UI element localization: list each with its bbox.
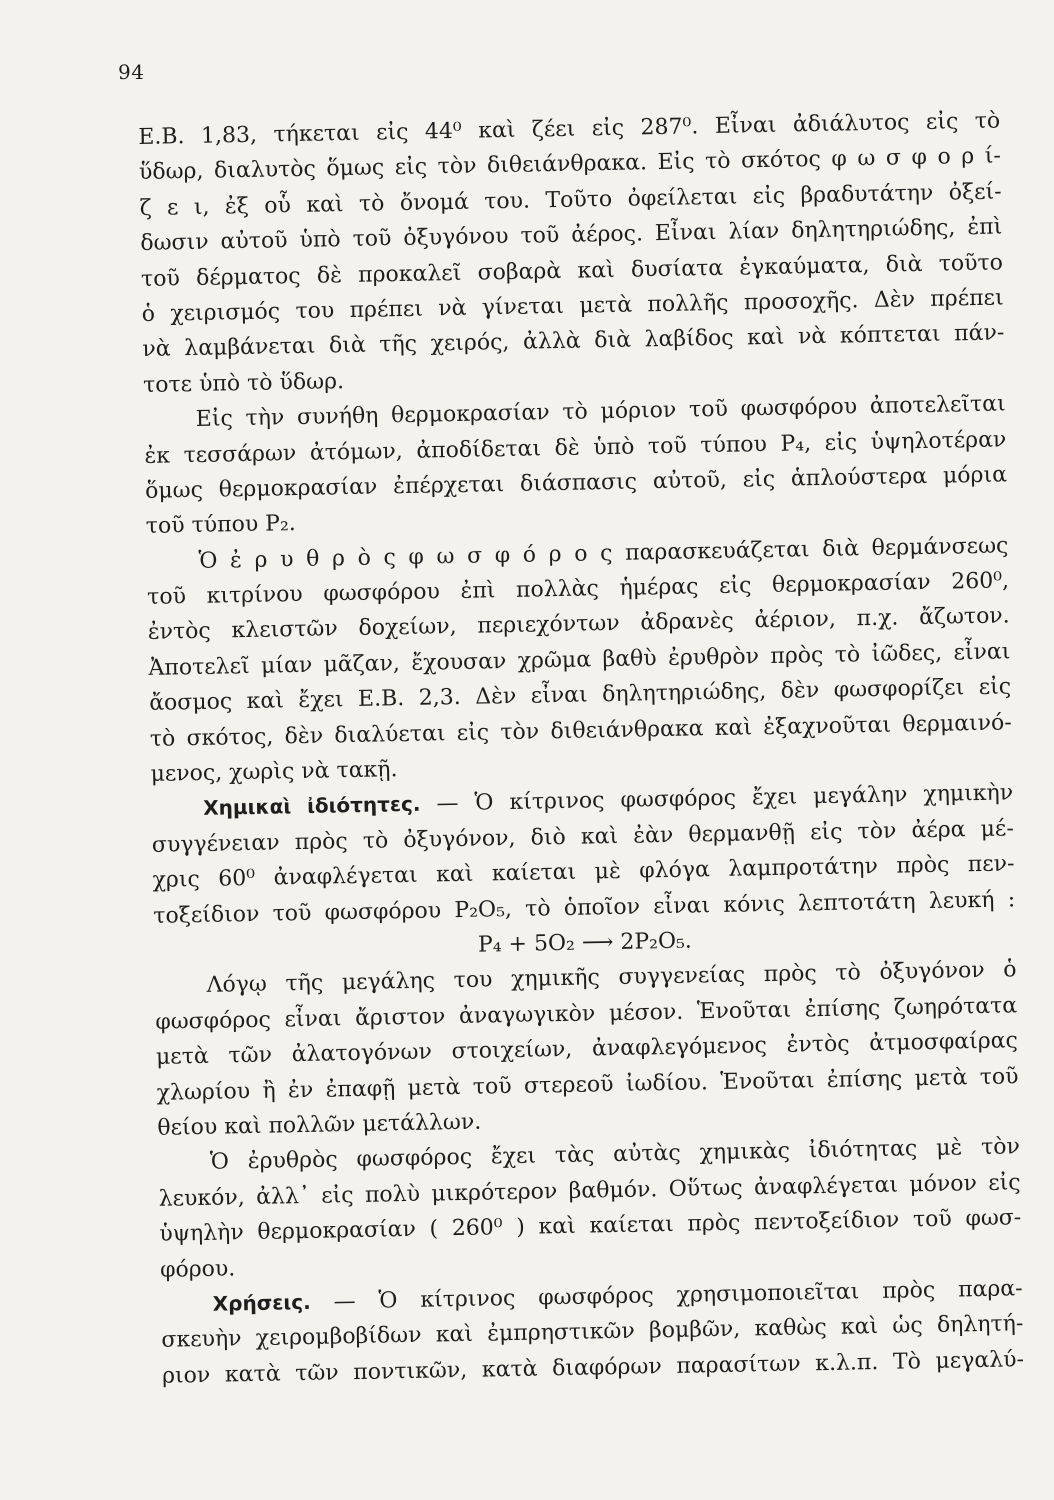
line-text: ὅμως θερμοκρασίαν ἐπέρχεται διάσπασις αὐτοῦ, εἰς ἁπλούστερα μόρια [144, 462, 1008, 504]
body-text [138, 103, 1024, 1393]
line-text: ὕδωρ, διαλυτὸς ὅμως εἰς τὸν διθειάνθρακα. Εἰς τὸ σκότος φ ω σ φ ο ρ ί- [138, 143, 1002, 186]
line-text: ἄοσμος καὶ ἔχει E.B. 2,3. Δὲν εἶναι δηλητηριώδης, δὲν φωσφορίζει εἰς [148, 674, 1012, 717]
line-text: τοῦ κιτρίνου φωσφόρου ἐπὶ πολλὰς ἡμέρας εἰς θερμοκρασίαν 260⁰, [146, 568, 1010, 610]
line-text: δωσιν αὐτοῦ ὑπὸ τοῦ ὀξυγόνου τοῦ ἀέρος. Εἶναι λίαν δηλητηριώδης, ἐπὶ [140, 214, 1003, 257]
line-text: ὁ χειρισμός του πρέπει νὰ γίνεται μετὰ πολλῆς προσοχῆς. Δὲν πρέπει [141, 285, 1004, 327]
section-heading: Χημικαὶ ἰδιότητες. [202, 792, 421, 821]
line-text: φόρου. [159, 1255, 236, 1283]
line-text: ζ ε ι, ἐξ οὗ καὶ τὸ ὄνομά του. Τοῦτο ὀφείλεται εἰς βραδυτάτην ὀξεί- [139, 179, 1002, 221]
line-text: τοῦ δέρματος δὲ προκαλεῖ σοβαρὰ καὶ δυσίατα ἐγκαύματα, διὰ τοῦτο [140, 249, 1004, 292]
line-text: ριον κατὰ τῶν ποντικῶν, κατὰ διαφόρων παρασίτων κ.λ.π. Τὸ μεγαλύ- [161, 1346, 1025, 1389]
line-text: P₄ + 5O₂ ⟶ 2P₂O₅. [477, 928, 693, 958]
line-text: συγγένειαν πρὸς τὸ ὀξυγόνον, διὸ καὶ ἐὰν θερμανθῇ εἰς τὸν ἀέρα μέ- [151, 816, 1015, 858]
line-text: τοτε ὑπὸ τὸ ὕδωρ. [142, 368, 345, 398]
line-text: μετὰ τῶν ἀλατογόνων στοιχείων, ἀναφλεγόμενος ἐντὸς ἀτμοσφαίρας [155, 1028, 1019, 1070]
line-text: λευκόν, ἀλλ᾽ εἰς πολὺ μικρότερον βαθμόν. Οὕτως ἀναφλέγεται μόνον εἰς [158, 1169, 1021, 1212]
line-text: Λόγῳ τῆς μεγάλης του χημικῆς συγγενείας πρὸς τὸ ὀξυγόνον ὁ [206, 957, 1017, 999]
line-text: χρις 60⁰ ἀναφλέγεται καὶ καίεται μὲ φλόγα λαμπροτάτην πρὸς πεν- [152, 851, 1015, 894]
line-text: σκευὴν χειρομβοβίδων καὶ ἐμπρηστικῶν βομβῶν, καθὼς καὶ ὡς δηλητή- [161, 1311, 1024, 1354]
line-text: Ὁ ἐ ρ υ θ ρ ὸ ς φ ω σ φ ό ρ ο ς παρασκευάζεται διὰ θερμάνσεως [198, 533, 1009, 574]
line-text: τοῦ τύπου P₂. [145, 511, 297, 540]
line-text: Ἀποτελεῖ μίαν μᾶζαν, ἔχουσαν χρῶμα βαθὺ ἐρυθρὸν πρὸς τὸ ἰῶδες, εἶναι [148, 639, 1011, 681]
line-text: φωσφόρος εἶναι ἄριστον ἀναγωγικὸν μέσον. Ἑνοῦται ἐπίσης ζωηρότατα [155, 993, 1018, 1035]
line-text: ὑψηλὴν θερμοκρασίαν ( 260⁰ ) καὶ καίεται πρὸς πεντοξείδιον τοῦ φωσ- [159, 1205, 1022, 1247]
page-number: 94 [118, 60, 145, 84]
line-text: θείου καὶ πολλῶν μετάλλων. [157, 1109, 482, 1141]
line-text: νὰ λαμβάνεται διὰ τῆς χειρός, ἀλλὰ διὰ λαβίδος καὶ νὰ κόπτεται πάν- [142, 320, 1005, 363]
line-text: ἐντὸς κλειστῶν δοχείων, περιεχόντων ἀδρανὲς ἀέριον, π.χ. ἄζωτον. [147, 603, 1010, 646]
line-text: — Ὁ κίτρινος φωσφόρος ἔχει μεγάλην χημικὴν [420, 780, 1014, 818]
line-text: E.B. 1,83, τήκεται εἰς 44⁰ καὶ ζέει εἰς 287⁰. Εἶναι ἀδιάλυτος εἰς τὸ [138, 108, 1001, 150]
line-text: ἐκ τεσσάρων ἀτόμων, ἀποδίδεται δὲ ὑπὸ τοῦ τύπου P₄, εἰς ὑψηλοτέραν [144, 426, 1007, 469]
line-text: Ὁ ἐρυθρὸς φωσφόρος ἔχει τὰς αὐτὰς χημικὰς ἰδιότητας μὲ τὸν [209, 1134, 1021, 1176]
line-text: μενος, χωρὶς νὰ τακῇ. [150, 757, 398, 787]
line-text: τὸ σκότος, δὲν διαλύεται εἰς τὸν διθειάνθρακα καὶ ἐξαχνοῦται θερμαινό- [149, 709, 1012, 752]
line-text: χλωρίου ἢ ἐν ἐπαφῇ μετὰ τοῦ στερεοῦ ἰωδίου. Ἑνοῦται ἐπίσης μετὰ τοῦ [156, 1063, 1019, 1106]
line-text: τοξείδιον τοῦ φωσφόρου P₂O₅, τὸ ὁποῖον εἶναι κόνις λεπτοτάτη λευκή : [153, 886, 1016, 929]
section-heading: Χρήσεις. [212, 1289, 311, 1316]
line-text: Εἰς τὴν συνήθη θερμοκρασίαν τὸ μόριον τοῦ φωσφόρου ἀποτελεῖται [195, 391, 1006, 433]
line-text: — Ὁ κίτρινος φωσφόρος χρησιμοποιεῖται πρὸς παρα- [310, 1276, 1023, 1315]
